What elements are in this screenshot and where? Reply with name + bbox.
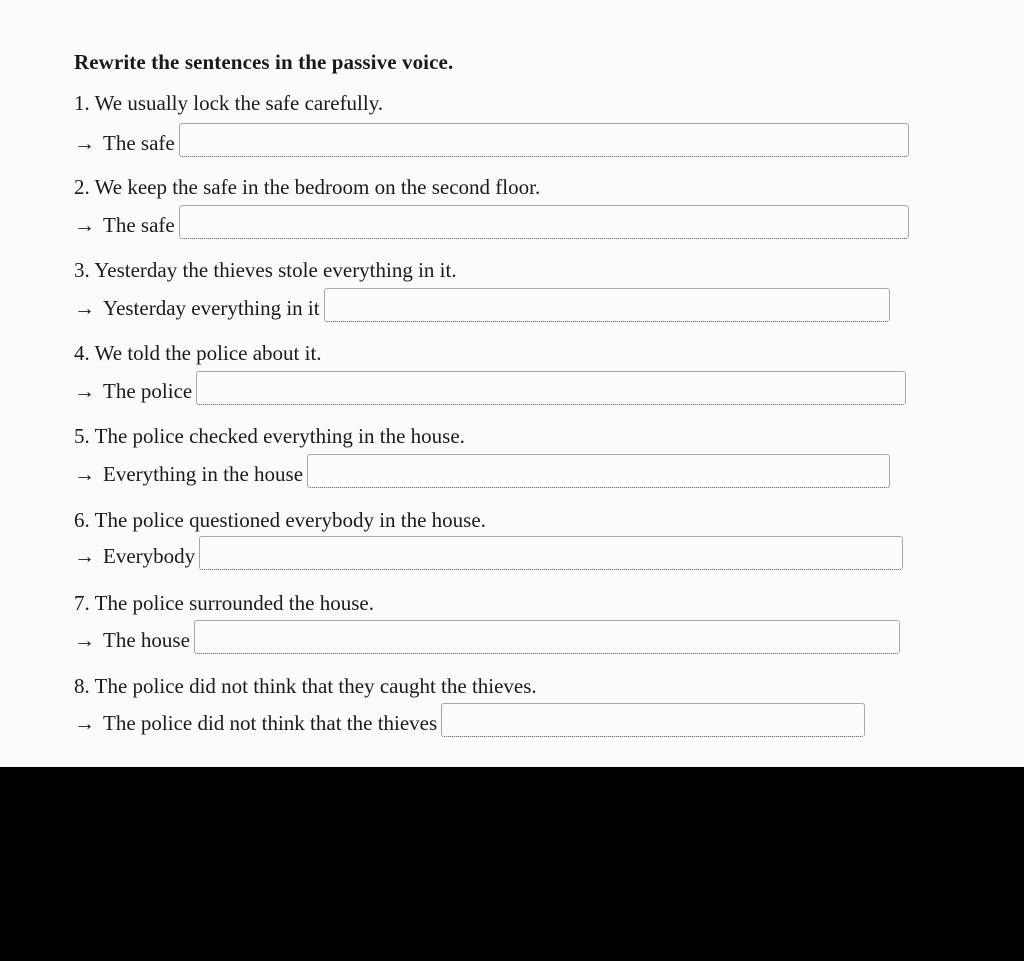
answer-prefix-3: Yesterday everything in it (103, 296, 320, 320)
arrow-icon: → (74, 296, 95, 320)
answer-prefix-6: Everybody (103, 544, 196, 568)
arrow-icon: → (74, 213, 95, 237)
answer-prefix-8: The police did not think that the thieves (103, 711, 438, 735)
answer-prefix-7: The house (103, 628, 190, 652)
answer-row-3 (74, 286, 890, 322)
answer-input-6[interactable] (199, 536, 903, 570)
arrow-icon: → (74, 544, 95, 568)
arrow-icon: → (74, 462, 95, 486)
answer-input-8[interactable] (441, 703, 865, 737)
black-bottom-area (0, 767, 1024, 961)
answer-input-3[interactable] (324, 288, 890, 322)
answer-prefix-2: The safe (103, 213, 175, 237)
arrow-icon: → (74, 711, 95, 735)
answer-row-5 (74, 452, 890, 488)
instruction-title: Rewrite the sentences in the passive voice. (74, 50, 454, 74)
question-3: 3. Yesterday the thieves stole everything in it. (74, 258, 457, 282)
answer-row-8 (74, 701, 865, 737)
answer-input-2[interactable] (179, 205, 909, 239)
answer-row-1 (74, 121, 909, 157)
question-6: 6. The police questioned everybody in the house. (74, 508, 486, 532)
question-4: 4. We told the police about it. (74, 341, 322, 365)
answer-prefix-5: Everything in the house (103, 462, 304, 486)
answer-row-6 (74, 534, 903, 570)
answer-prefix-1: The safe (103, 131, 175, 155)
question-5: 5. The police checked everything in the house. (74, 424, 465, 448)
question-2: 2. We keep the safe in the bedroom on the second floor. (74, 175, 541, 199)
answer-row-4 (74, 369, 906, 405)
question-8: 8. The police did not think that they caught the thieves. (74, 674, 537, 698)
arrow-icon: → (74, 131, 95, 155)
answer-row-2 (74, 203, 909, 239)
answer-row-7 (74, 618, 900, 654)
answer-input-5[interactable] (307, 454, 890, 488)
question-1: 1. We usually lock the safe carefully. (74, 91, 384, 115)
answer-input-4[interactable] (196, 371, 906, 405)
arrow-icon: → (74, 628, 95, 652)
arrow-icon: → (74, 379, 95, 403)
question-7: 7. The police surrounded the house. (74, 591, 374, 615)
answer-input-1[interactable] (179, 123, 909, 157)
answer-input-7[interactable] (194, 620, 900, 654)
answer-prefix-4: The police (103, 379, 193, 403)
